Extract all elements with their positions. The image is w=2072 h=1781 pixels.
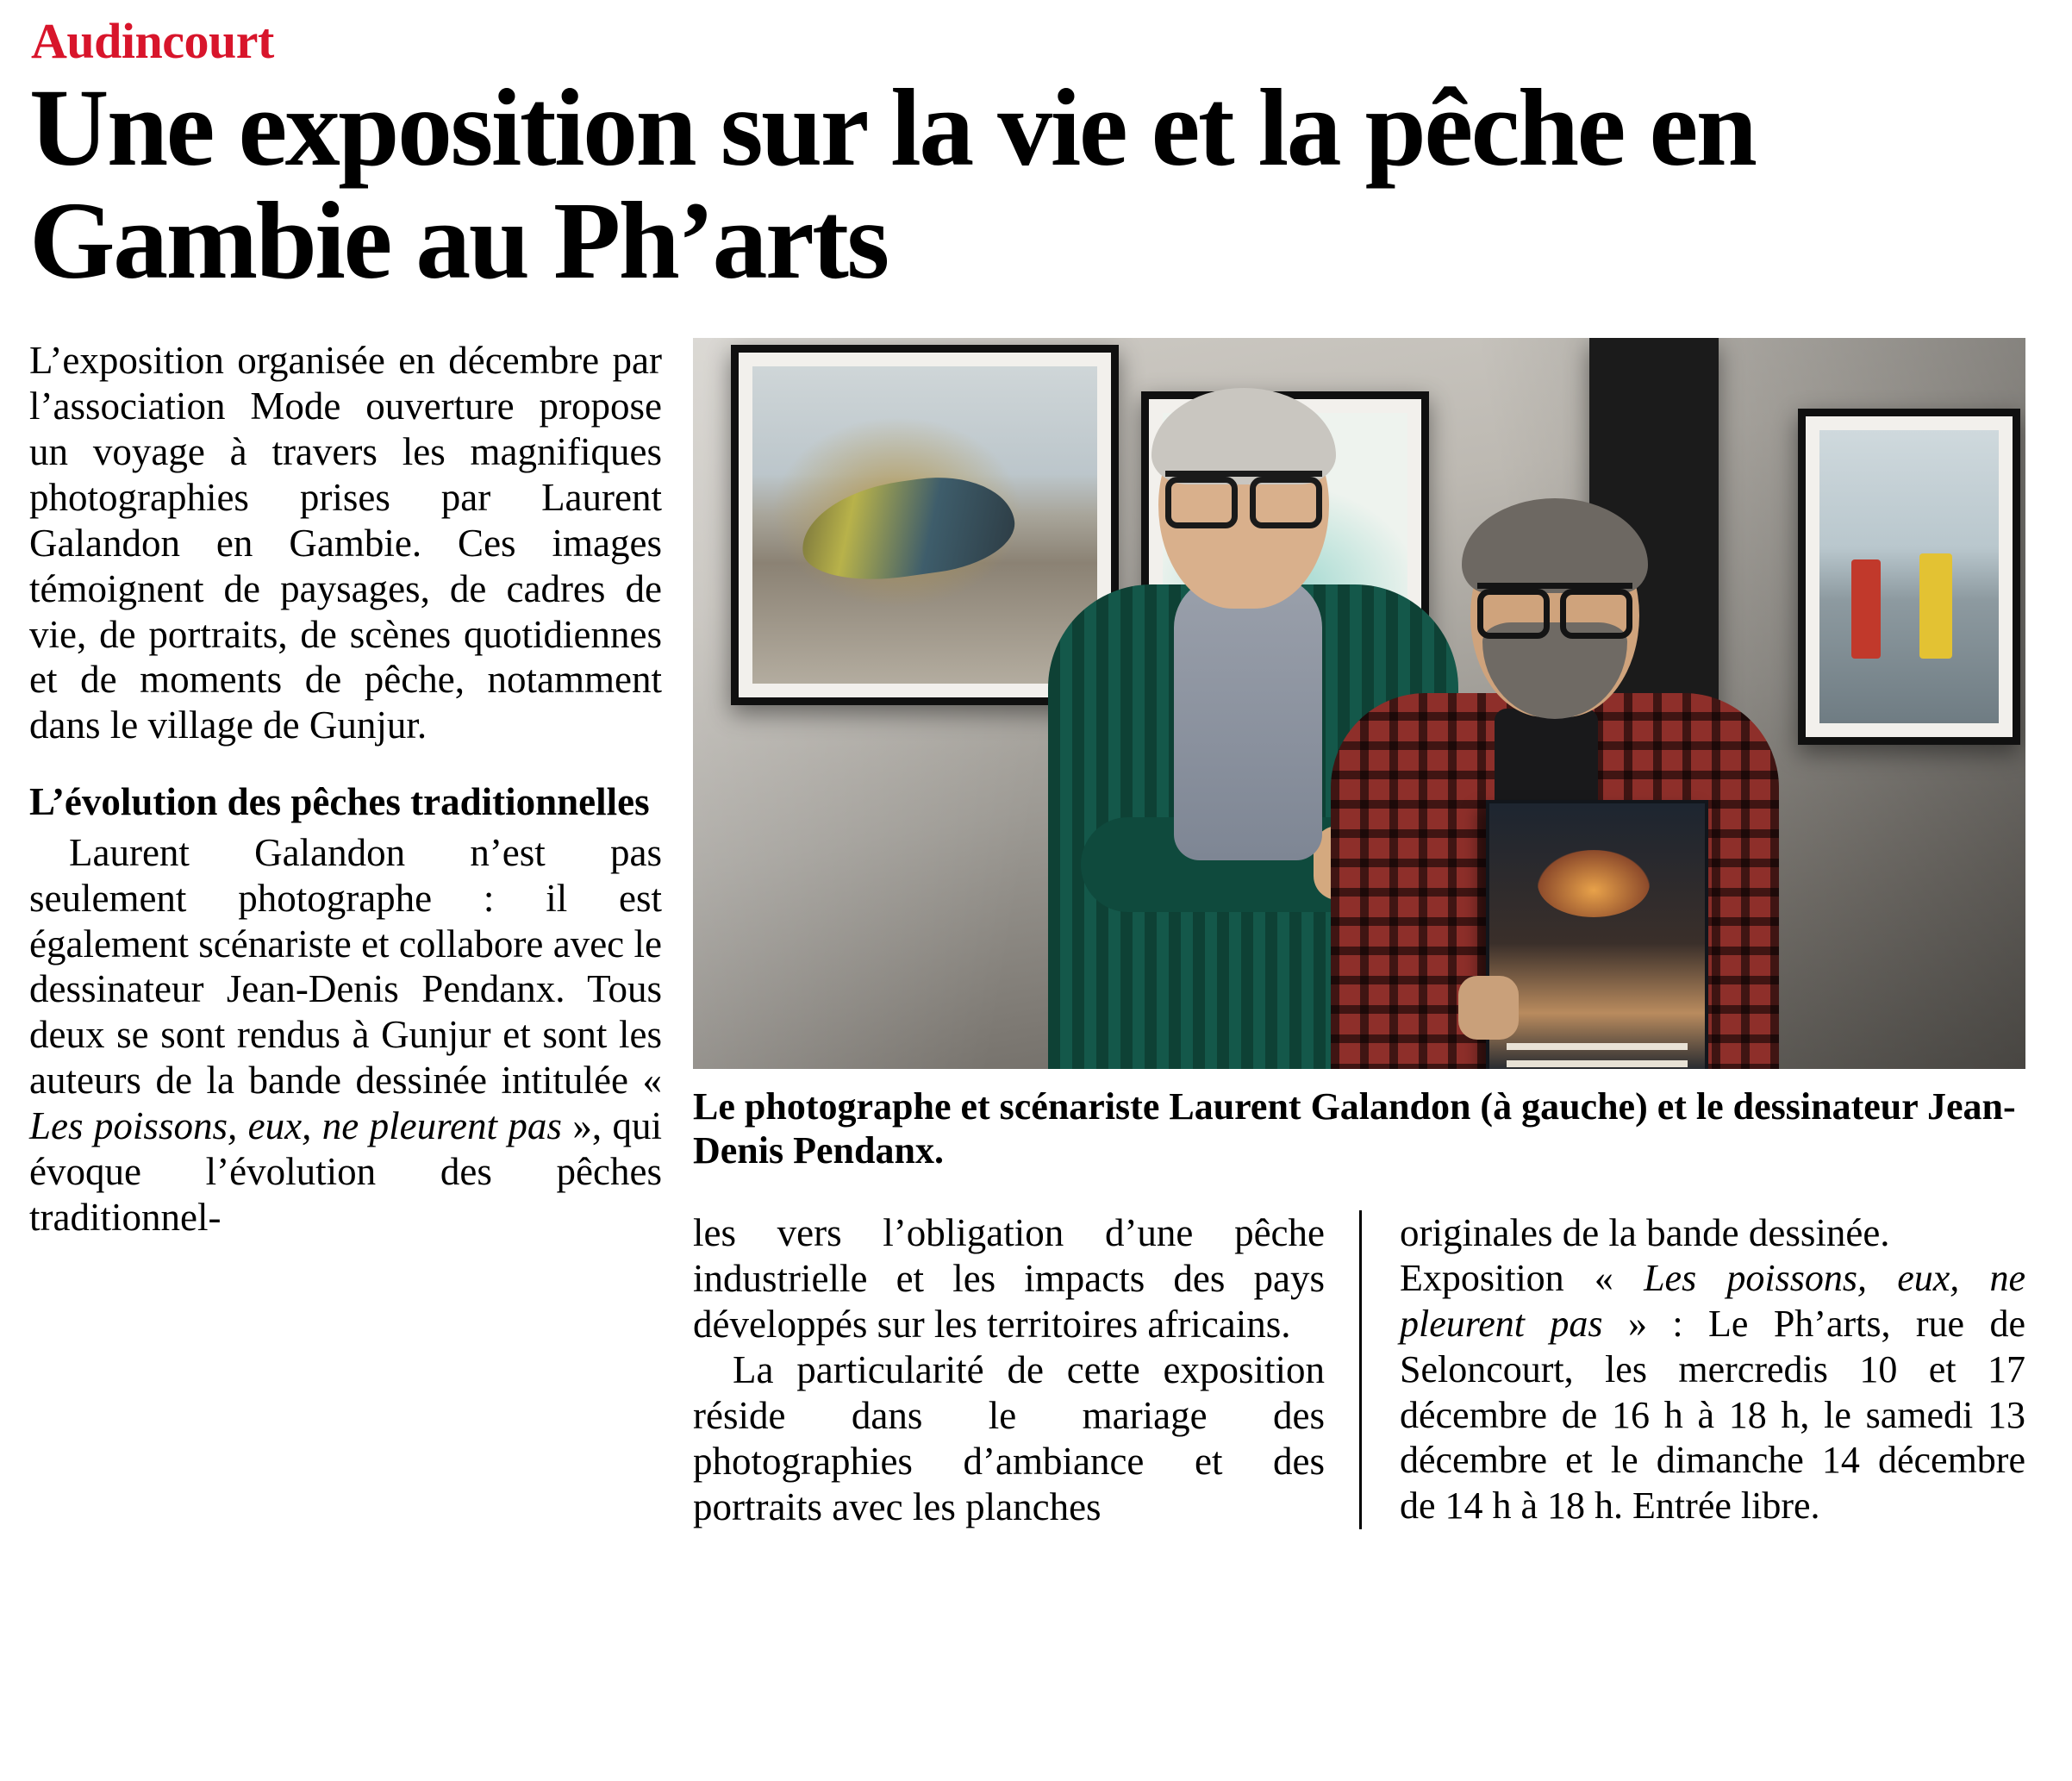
body-text-part1: Laurent Galandon n’est pas seulement photographe : il est également scénariste et collabore avec le dessinateur Jean-Denis Pendanx. Tous deux se sont rendus à Gunjur et sont les auteurs de la bande dessinée intitulée « [29,830,662,1103]
person-hand [1458,976,1519,1040]
framed-photo-fishermen [1798,409,2020,745]
body-text-part2: », qui évoque l’évolution des pêches traditionnel- [29,1104,662,1239]
photo-block [693,338,2043,1172]
person-hair [1462,498,1648,593]
far-right-column [1359,1210,2025,1529]
lead-paragraph: L’exposition organisée en décembre par l’association Mode ouverture propose un voyage à travers les magnifiques photographies prises par Laurent Galandon en Gambie. Ces images témoignent de paysages, de cadres de vie, de portraits, de scènes quotidiennes et de moments de pêche, notamment dans le village de Gunjur. [29,339,662,747]
left-column-body [29,830,662,1240]
practical-info [1400,1256,2025,1529]
photo-caption: Le photographe et scénariste Laurent Galandon (à gauche) et le dessinateur Jean-Denis Pendanx. [693,1085,2016,1172]
book-cover-text [1507,1043,1688,1050]
page-title: Une exposition sur la vie et la pêche en Gambie au Ph’arts [29,66,1756,302]
exhibition-info [1400,1256,2025,1529]
right-column-paragraph-1: originales de la bande dessinée. [1400,1211,1890,1255]
article-photo [693,338,2025,1069]
person-scarf [1174,576,1322,860]
info-suffix: » : Le Ph’arts, rue de Seloncourt, les mercredis 10 et 17 décembre de 16 h à 18 h, le samedi 13 décembre et le dimanche 14 décembre de 14 h à 18 h. Entrée libre. [1400,1302,2026,1528]
info-book-title-italic: Les poissons, eux, ne pleurent pas [1400,1257,2025,1345]
middle-column [693,1210,1359,1529]
middle-column-paragraph-2: La particularité de cette exposition réside dans le mariage des photographies d’ambiance et des portraits avec les planches [693,1347,1325,1528]
book-title-italic: Les poissons, eux, ne pleurent pas [29,1104,562,1148]
article-kicker: Audincourt [31,13,274,69]
held-book [1486,800,1708,1069]
article-content [29,338,2043,1529]
middle-column-paragraph-1: les vers l’obligation d’une pêche industrielle et les impacts des pays développés sur les territoires africains. [693,1211,1325,1347]
right-column [693,338,2043,1529]
book-cover-art [1538,850,1650,917]
info-prefix: Exposition « [1400,1257,1644,1300]
glasses-icon [1165,471,1322,520]
person-jean-denis-pendanx [1314,493,1796,1069]
frame-mat [1806,416,2013,737]
bottom-columns [693,1210,2025,1529]
photo-artwork [1819,430,1999,723]
section-subheading: L’évolution des pêches traditionnelles [29,780,650,824]
left-column [29,338,693,1240]
glasses-icon [1477,583,1632,630]
